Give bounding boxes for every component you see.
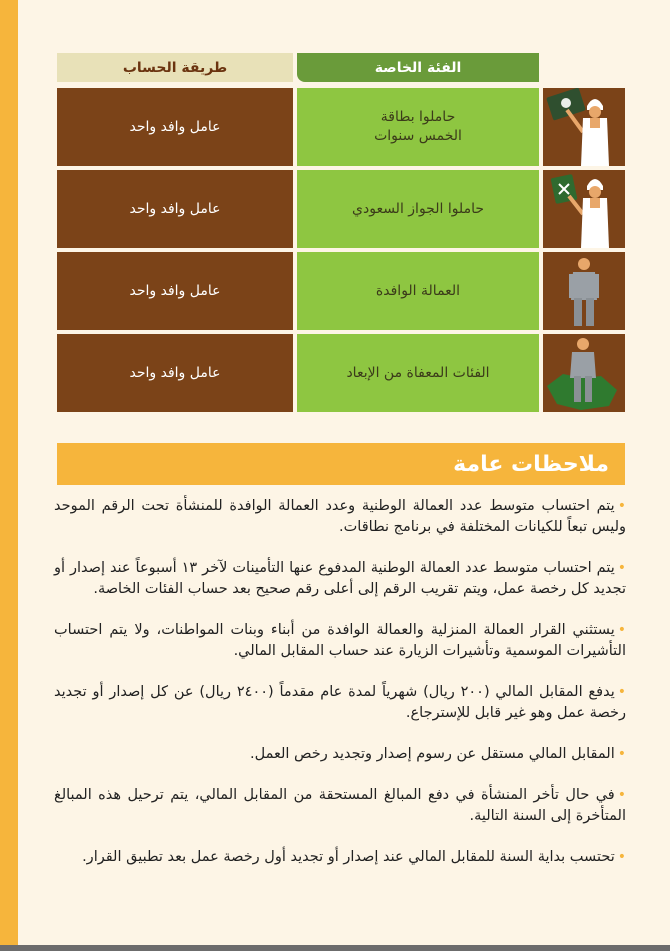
bullet-icon: •: [617, 746, 626, 762]
note-text: يتم احتساب متوسط عدد العمالة الوطنية وعدد العمالة الوافدة للمنشأة تحت الرقم الموحد وليس تبعاً للكيانات المختلفة في برنامج نطاقات.: [54, 498, 626, 535]
category-cell: [297, 252, 539, 330]
header-method: طريقة الحساب: [57, 53, 293, 82]
table-row: [57, 252, 625, 330]
saudi-man-with-card-icon: [543, 88, 625, 166]
bullet-icon: •: [617, 498, 626, 514]
notes-list: [54, 496, 626, 888]
note-text: المقابل المالي مستقل عن رسوم إصدار وتجديد رخص العمل.: [250, 746, 615, 762]
table-header: [57, 53, 625, 82]
note-text: في حال تأخر المنشأة في دفع المبالغ المستحقة من المقابل المالي، يتم ترحيل هذه المبالغ المتأخرة إلى السنة التالية.: [54, 787, 626, 824]
method-cell: عامل وافد واحد: [57, 88, 293, 166]
note-text: يدفع المقابل المالي (٢٠٠ ريال) شهرياً لمدة عام مقدماً (٢٤٠٠ ريال) عن كل إصدار أو تجديد رخصة عمل وهو غير قابل للإسترجاع.: [54, 684, 626, 721]
category-line-2: الخمس سنوات: [374, 128, 462, 144]
category-cell: [297, 88, 539, 166]
special-categories-table: [57, 53, 625, 416]
note-text: تحتسب بداية السنة للمقابل المالي عند إصدار أو تجديد أول رخصة عمل بعد تطبيق القرار.: [82, 849, 615, 865]
method-cell: عامل وافد واحد: [57, 334, 293, 412]
bullet-icon: •: [617, 849, 626, 865]
category-line-1: العمالة الوافدة: [375, 282, 461, 299]
category-cell: [297, 170, 539, 248]
list-item: [54, 744, 626, 765]
header-category: الفئة الخاصة: [297, 53, 539, 82]
header-spacer: [543, 53, 625, 82]
saudi-man-with-passport-icon: [543, 170, 625, 248]
notes-header: [57, 443, 625, 485]
expat-worker-icon: [543, 252, 625, 330]
table-row: [57, 170, 625, 248]
method-cell: عامل وافد واحد: [57, 252, 293, 330]
person-on-map-icon: [543, 334, 625, 412]
note-text: يستثني القرار العمالة المنزلية والعمالة الوافدة من أبناء وبنات المواطنات، ولا يتم احتساب التأشيرات الموسمية وتأشيرات الزيارة عند حساب المقابل المالي.: [54, 622, 626, 659]
bullet-icon: •: [617, 684, 626, 700]
list-item: [54, 785, 626, 827]
method-cell: عامل وافد واحد: [57, 170, 293, 248]
list-item: [54, 496, 626, 538]
category-line-1: الفئات المعفاة من الإبعاد: [346, 364, 490, 381]
bullet-icon: •: [617, 787, 626, 803]
note-text: يتم احتساب متوسط عدد العمالة الوطنية المدفوع عنها التأمينات لآخر ١٣ أسبوعاً عند إصدار أو تجديد كل رخصة عمل، ويتم تقريب الرقم إلى أعلى رقم صحيح بعد حساب الفئات الخاصة.: [54, 560, 626, 597]
page-accent-bar: [0, 0, 18, 951]
list-item: [54, 682, 626, 724]
notes-title: ملاحظات عامة: [453, 451, 609, 477]
category-cell: [297, 334, 539, 412]
table-row: [57, 334, 625, 412]
bullet-icon: •: [617, 622, 626, 638]
list-item: [54, 620, 626, 662]
list-item: [54, 558, 626, 600]
category-line-1: حاملوا الجواز السعودي: [352, 200, 484, 217]
bottom-divider: [0, 945, 670, 951]
list-item: [54, 847, 626, 868]
bullet-icon: •: [617, 560, 626, 576]
table-row: [57, 88, 625, 166]
category-line-1: حاملوا بطاقة: [380, 109, 456, 126]
